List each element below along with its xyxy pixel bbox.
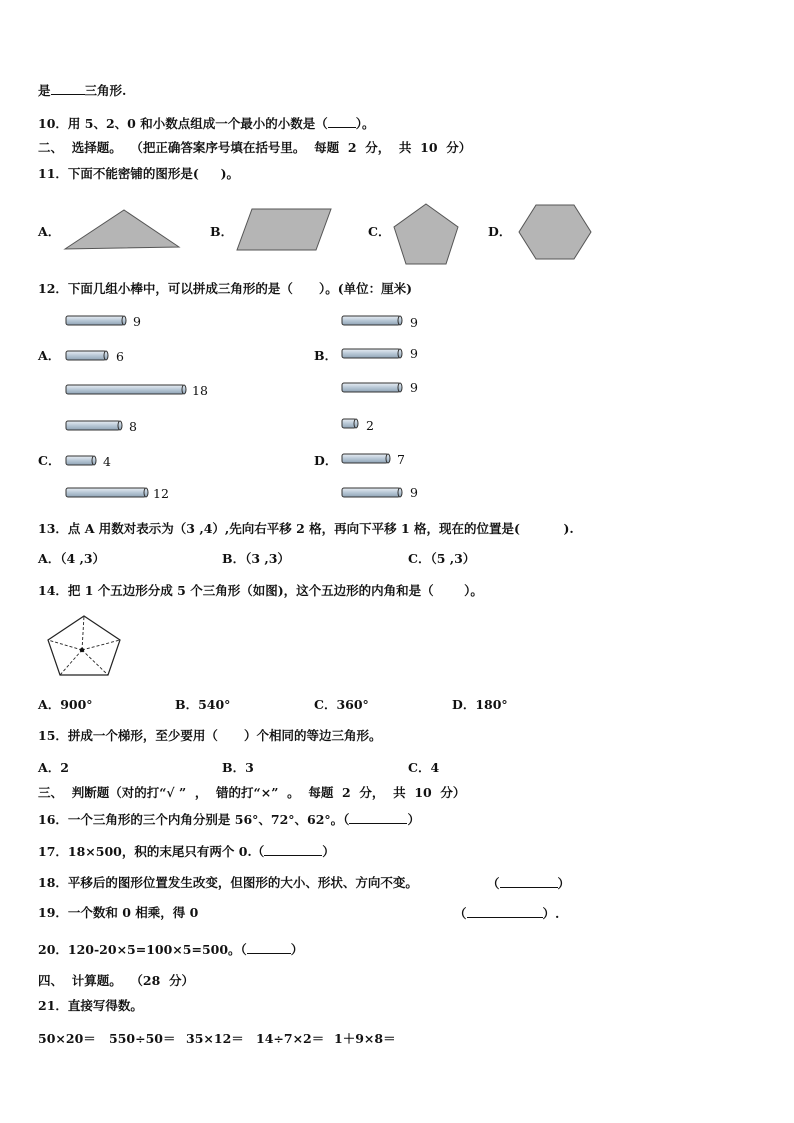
q13-option-a[interactable]: A．（4 ,3） [38,551,106,566]
stick-c-4 [66,456,94,465]
answer-blank[interactable] [467,905,543,918]
question-12: 12．下面几组小棒中，可以拼成三角形的是（ ）。(单位：厘米) [38,281,413,296]
stick-groups [0,0,794,520]
calc-item[interactable]: 50×20＝ [38,1031,96,1046]
stick-b-9-1 [342,316,400,325]
calc-item[interactable]: 1＋9×8＝ [334,1031,396,1046]
stick-length-label: 12 [153,486,169,501]
question-13: 13．点 A 用数对表示为（3 ,4）,先向右平移 2 格，再向下平移 1 格，现在的位置是( ). [38,521,574,536]
question-15: 15．拼成一个梯形，至少要用（ ）个相同的等边三角形。 [38,728,382,743]
q9-continuation: 是 三角形. [38,83,127,98]
q14-option-c[interactable]: C．360° [314,697,369,712]
q12-option-d-label[interactable]: D． [314,453,338,468]
answer-blank[interactable] [349,811,407,824]
q11-option-d-label[interactable]: D． [488,224,512,239]
stick-length-label: 2 [366,418,374,433]
stick-length-label: 9 [410,346,418,361]
stick-a-6 [66,351,106,360]
q19-answer: （ ）. [454,906,560,921]
stick-b-9-3 [342,383,400,392]
question-11: 11．下面不能密铺的图形是( )。 [38,166,239,181]
answer-blank[interactable] [264,843,322,856]
stick-length-label: 4 [103,454,111,469]
question-16: 16．一个三角形的三个内角分别是 56°、72°、62°。（ ） [38,812,420,827]
question-10: 10．用 5、2、0 和小数点组成一个最小的小数是（ ）。 [38,116,375,131]
question-20: 20．120-20×5=100×5=500。（ ） [38,942,304,957]
answer-blank[interactable] [247,941,291,954]
q13-option-c[interactable]: C．（5 ,3） [408,551,476,566]
stick-b-9-2 [342,349,400,358]
stick-length-label: 9 [410,315,418,330]
stick-length-label: 9 [410,380,418,395]
stick-length-label: 8 [129,419,137,434]
stick-c-12 [66,488,146,497]
q14-option-d[interactable]: D．180° [452,697,508,712]
q13-option-b[interactable]: B．（3 ,3） [222,551,290,566]
question-19: 19．一个数和 0 相乘，得 0 [38,905,199,920]
question-21: 21．直接写得数。 [38,998,143,1013]
stick-a-9 [66,316,124,325]
section-2-heading: 二、 选择题。 （把正确答案序号填在括号里。 每题 2 分， 共 10 分） [38,140,472,155]
section-3-heading: 三、 判断题（对的打“√ ” ， 错的打“×” 。 每题 2 分， 共 10 分） [38,785,466,800]
q11-option-c-label[interactable]: C． [368,224,391,239]
q11-option-b-label[interactable]: B． [210,224,234,239]
q15-option-c[interactable]: C．4 [408,760,440,775]
question-18: 18．平移后的图形位置发生改变，但图形的大小、形状、方向不变。 [38,875,418,890]
question-14: 14．把 1 个五边形分成 5 个三角形（如图)，这个五边形的内角和是（ ）。 [38,583,483,598]
calc-item[interactable]: 14÷7×2＝ [256,1031,325,1046]
q12-option-c-label[interactable]: C． [38,453,61,468]
stick-length-label: 7 [397,452,405,467]
q15-option-b[interactable]: B．3 [222,760,254,775]
q15-option-a[interactable]: A．2 [38,760,69,775]
section-4-heading: 四、 计算题。 （28 分） [38,973,195,988]
question-17: 17．18×500，积的末尾只有两个 0.（ ） [38,844,335,859]
q12-option-b-label[interactable]: B． [314,348,338,363]
calc-item[interactable]: 35×12＝ [186,1031,244,1046]
stick-d-9 [342,488,400,497]
q14-option-b[interactable]: B．540° [175,697,231,712]
stick-length-label: 18 [192,383,208,398]
stick-a-18 [66,385,184,394]
divided-pentagon-figure [46,615,122,677]
stick-length-label: 9 [133,314,141,329]
calc-item[interactable]: 550÷50＝ [109,1031,176,1046]
answer-blank[interactable] [500,875,558,888]
q18-answer: （ ） [487,876,571,891]
stick-c-8 [66,421,120,430]
q12-option-a-label[interactable]: A． [38,348,61,363]
stick-length-label: 9 [410,485,418,500]
stick-d-7 [342,454,388,463]
stick-length-label: 6 [116,349,124,364]
q14-option-a[interactable]: A．900° [38,697,93,712]
q11-option-a-label[interactable]: A． [38,224,61,239]
